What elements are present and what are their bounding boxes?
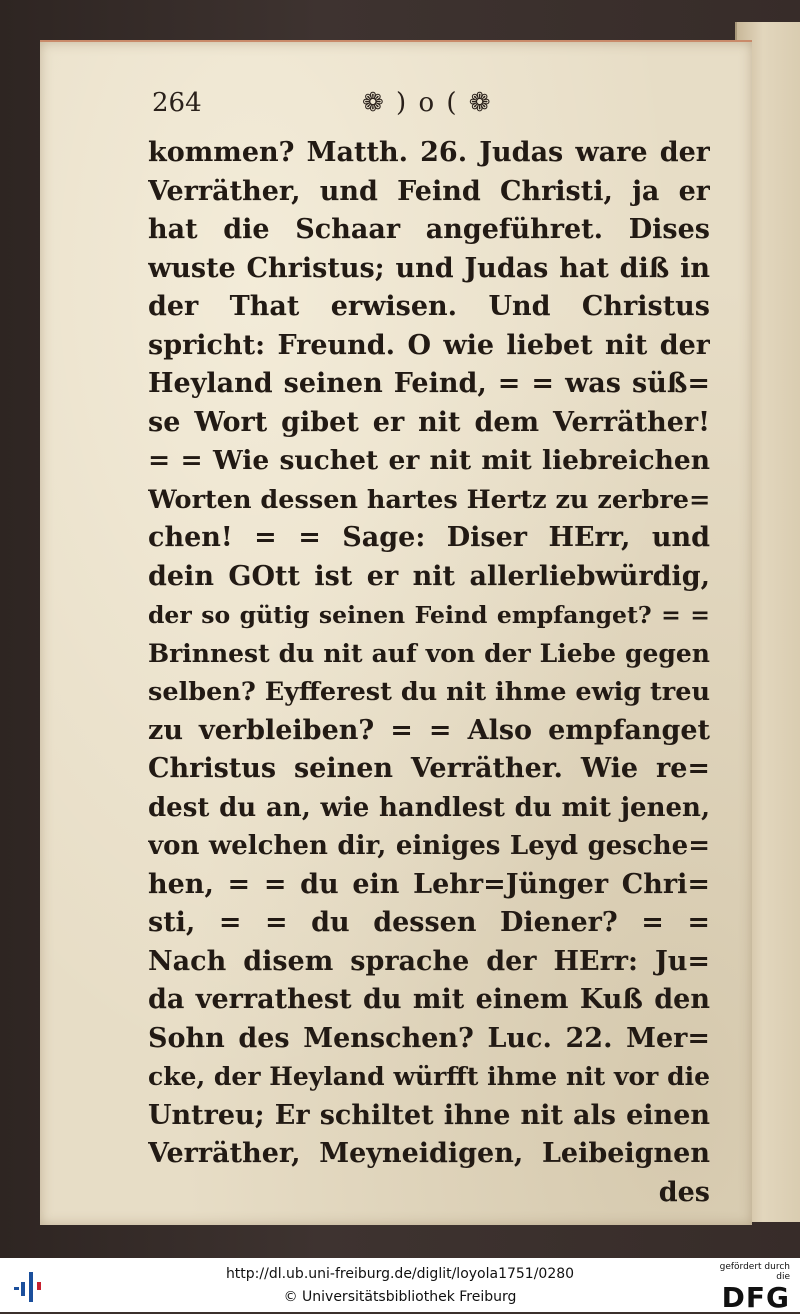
text-line: der so gütig seinen Feind empfanget? = = [148,601,710,629]
funding-note: gefördert durch die [719,1262,790,1282]
page-text [148,134,710,1212]
text-line: Christus seinen Verräther. Wie re= [148,753,710,784]
text-line: Brinnest du nit auf von der Liebe gegen [148,638,710,668]
text-line: hat die Schaar angeführet. Dises [148,214,710,245]
text-line: dein GOtt ist er nit allerliebwürdig, [148,560,710,592]
text-line: zu verbleiben? = = Also empfanget [148,714,710,746]
text-line: da verrathest du mit einem Kuß den [148,984,710,1015]
text-line: spricht: Freund. O wie liebet nit der [148,329,710,361]
text-line: selben? Eyfferest du nit ihme ewig treu [148,677,710,707]
text-line: chen! = = Sage: Diser HErr, und [148,522,710,553]
text-line: Verräther, und Feind Christi, ja er [148,175,710,207]
text-line: dest du an, wie handlest du mit jenen, [148,792,710,823]
catchword: des [658,1176,710,1208]
text-line: kommen? Matth. 26. Judas ware der [148,137,710,168]
text-line: Heyland seinen Feind, = = was süß= [148,368,710,399]
text-line: hen, = = du ein Lehr=Jünger Chri= [148,868,710,900]
copyright-notice: © Universitätsbibliothek Freiburg [283,1289,517,1305]
text-line: Worten dessen hartes Hertz zu zerbre= [148,484,710,515]
text-line: cke, der Heyland würfft ihme nit vor die [148,1062,710,1091]
text-line: Sohn des Menschen? Luc. 22. Mer= [148,1022,710,1054]
footer-bar [0,1258,800,1312]
text-line: der That erwisen. Und Christus [148,291,710,322]
text-line: wuste Christus; und Judas hat diß in [148,252,710,284]
text-line: Untreu; Er schiltet ihne nit als einen [148,1099,710,1131]
text-line: von welchen dir, einiges Leyd gesche= [148,831,710,861]
source-url[interactable]: http://dl.ub.uni-freiburg.de/diglit/loyola1751/0280 [225,1266,575,1282]
dfg-wordmark: DFG [721,1281,790,1314]
text-line: Verräther, Meyneidigen, Leibeignen [148,1138,710,1169]
dfg-logo [704,1262,790,1314]
page-number: 264 [152,88,202,118]
text-line: sti, = = du dessen Diener? = = [148,907,710,938]
text-line: = = Wie suchet er nit mit liebreichen [148,445,710,476]
running-head [152,88,712,128]
text-line: Nach disem sprache der HErr: Ju= [148,945,710,977]
text-line: se Wort gibet er nit dem Verräther! [148,406,710,438]
header-ornament: ❁ ) o ( ❁ [362,88,493,118]
